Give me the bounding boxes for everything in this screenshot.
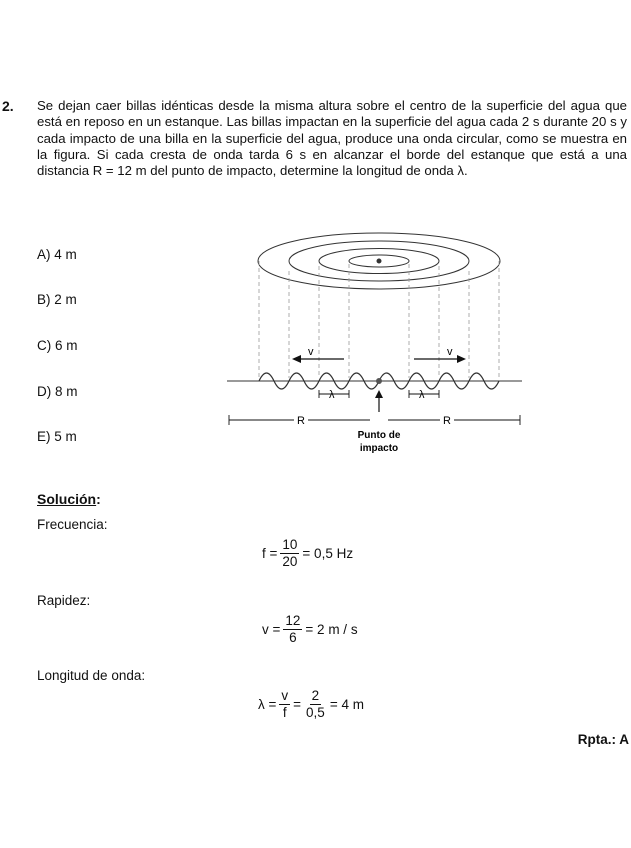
wave-figure	[222, 226, 532, 466]
speed-label: Rapidez:	[37, 593, 91, 608]
solution-heading	[37, 491, 101, 507]
wavelength-numerator-2: 2	[311, 688, 320, 703]
impact-label-line1: Punto de	[357, 430, 401, 441]
wavelength-equals: =	[293, 697, 302, 712]
option-a: A) 4 m	[37, 247, 77, 262]
impact-label-line2: impacto	[359, 443, 399, 454]
frequency-label: Frecuencia:	[37, 517, 108, 532]
solution-heading-text: Solución	[37, 491, 97, 507]
impact-arrow	[375, 390, 383, 412]
wavelength-label: Longitud de onda:	[37, 668, 146, 683]
impact-dot-top	[377, 259, 381, 263]
wavelength-denominator-2: 0,5	[306, 705, 325, 720]
radius-label-right: R	[443, 415, 451, 427]
solution-heading-colon: :	[96, 491, 101, 507]
frequency-numerator: 10	[282, 537, 298, 552]
frequency-lhs: f =	[262, 546, 278, 561]
wavelength-fraction-1	[279, 688, 290, 721]
concentric-ripples	[258, 233, 500, 289]
velocity-arrow-left	[292, 355, 344, 363]
problem-statement: Se dejan caer billas idénticas desde la misma altura sobre el centro de la superficie del agua que está en reposo en un estanque. Las billas impactan en la superficie del agua cada 2 s durante 20 s y cada impacto de una billa en la superficie del agua, produce una onda circular, como se muestra en la figura. Si cada cresta de onda tarda 6 s en alcanzar el borde del estanque que está a una distancia R = 12 m del punto de impacto, determine la longitud de onda λ.	[37, 98, 627, 179]
wavelength-denominator-1: f	[282, 705, 287, 720]
velocity-arrow-right	[414, 355, 466, 363]
frequency-formula	[262, 537, 353, 570]
speed-denominator: 6	[289, 630, 297, 645]
option-e: E) 5 m	[37, 429, 77, 444]
wavelength-label-right: λ	[419, 389, 425, 401]
speed-lhs: v =	[262, 622, 281, 637]
wavelength-label-left: λ	[329, 389, 335, 401]
problem-number: 2.	[2, 98, 14, 114]
option-d: D) 8 m	[37, 384, 78, 399]
frequency-denominator: 20	[282, 554, 298, 569]
speed-result: = 2 m / s	[305, 622, 358, 637]
wavelength-formula	[258, 688, 364, 721]
radius-marker-right	[388, 415, 520, 425]
velocity-label-right: v	[447, 346, 453, 358]
frequency-result: = 0,5 Hz	[302, 546, 354, 561]
frequency-fraction	[280, 537, 299, 570]
wavelength-result: = 4 m	[329, 697, 364, 712]
wavelength-fraction-2	[304, 688, 327, 721]
speed-formula	[262, 613, 358, 646]
radius-label-left: R	[297, 415, 305, 427]
impact-point	[376, 378, 382, 384]
wavelength-lhs: λ =	[258, 697, 277, 712]
velocity-label-left: v	[308, 346, 314, 358]
projection-lines	[259, 261, 499, 378]
speed-numerator: 12	[285, 613, 301, 628]
speed-fraction	[283, 613, 302, 646]
option-b: B) 2 m	[37, 292, 77, 307]
option-c: C) 6 m	[37, 338, 78, 353]
wavelength-numerator-1: v	[281, 688, 289, 703]
final-answer: Rpta.: A	[577, 732, 629, 747]
